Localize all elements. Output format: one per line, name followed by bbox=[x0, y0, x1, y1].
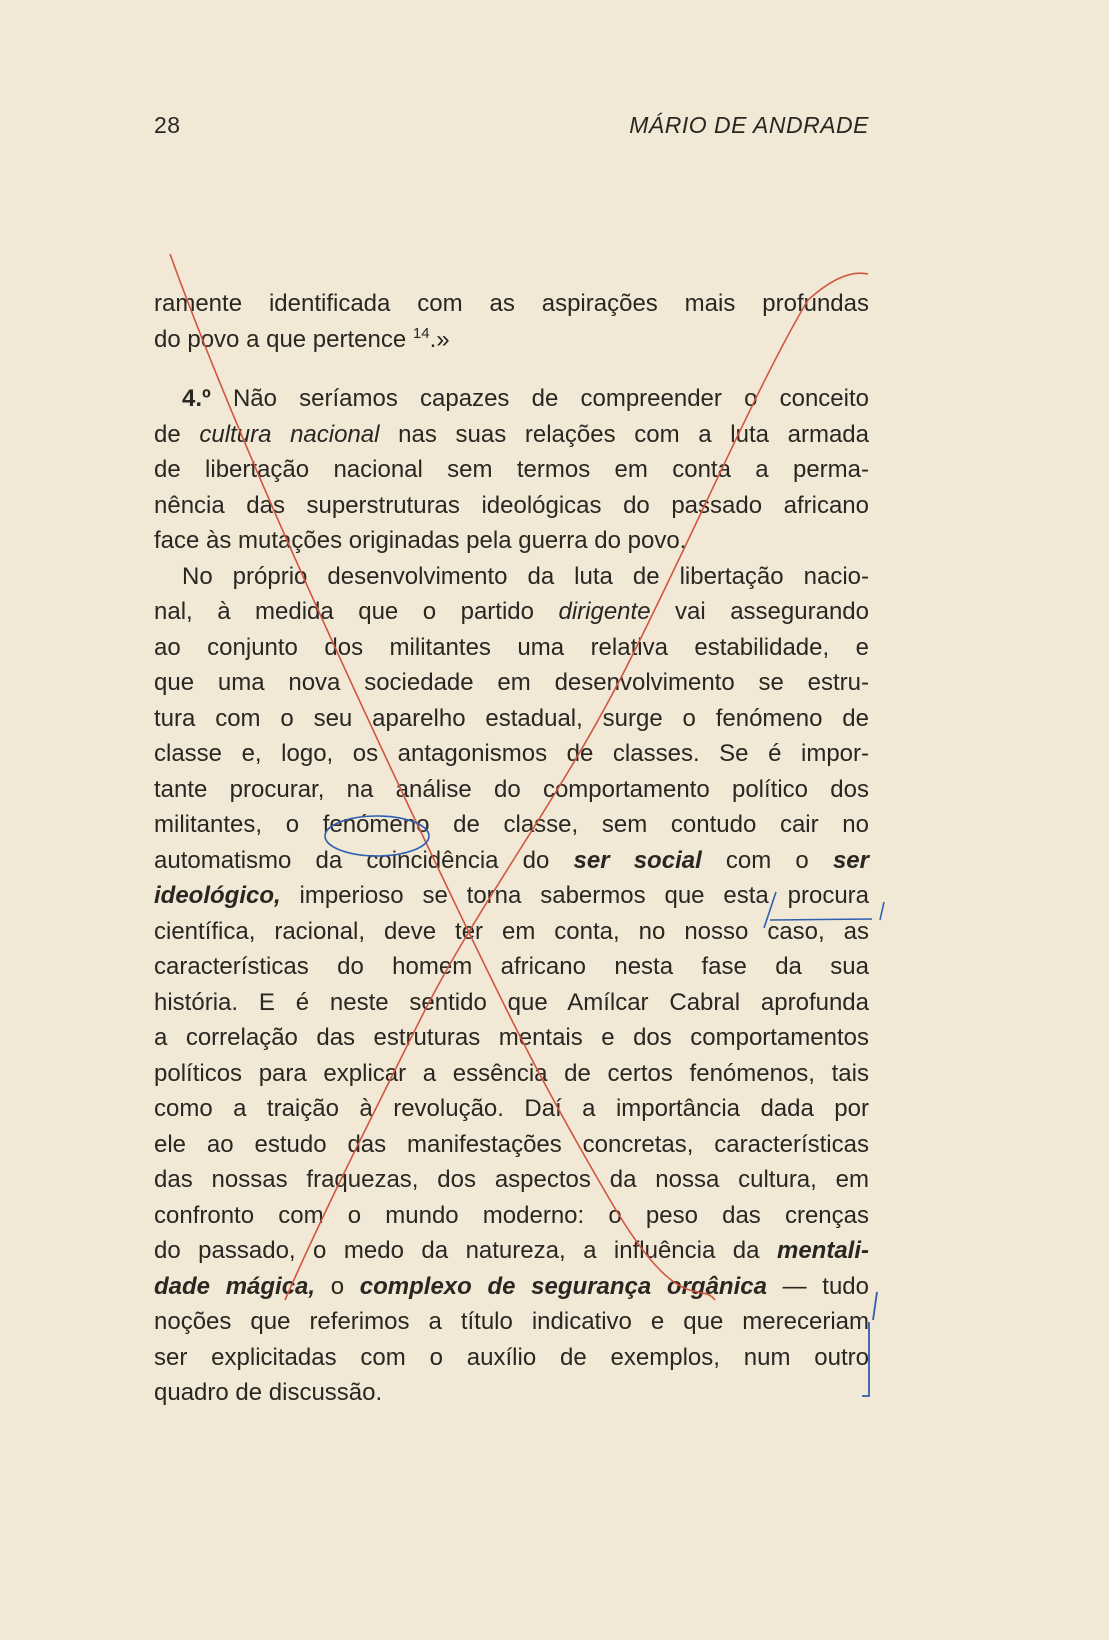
text-line: das nossas fraquezas, dos aspectos da nossa cultura, em bbox=[154, 1166, 869, 1193]
footnote-ref: 14 bbox=[412, 324, 430, 342]
text-line: tante procurar, na análise do comportamento político dos bbox=[154, 775, 869, 803]
text-line: políticos para explicar a essência de certos fenómenos, tais bbox=[154, 1059, 869, 1087]
text-line: características do homem africano nesta fase da sua bbox=[154, 953, 869, 980]
text-line: quadro de discussão. bbox=[154, 1379, 383, 1406]
text-line: de libertação nacional sem termos em conta a perma- bbox=[154, 456, 869, 483]
text-line: de cultura nacional nas suas relações com a luta armada bbox=[154, 420, 869, 448]
text-line: nência das superstruturas ideológicas do passado africano bbox=[154, 491, 869, 519]
page-number: 28 bbox=[154, 112, 181, 138]
text-line: confronto com o mundo moderno: o peso das crenças bbox=[154, 1201, 869, 1229]
page-header bbox=[154, 112, 869, 139]
text-line: No próprio desenvolvimento da luta de libertação nacio- bbox=[182, 562, 869, 590]
text-line: ele ao estudo das manifestações concretas, características bbox=[154, 1130, 869, 1158]
text-line: história. E é neste sentido que Amílcar Cabral aprofunda bbox=[154, 988, 869, 1016]
section-number: 4.º bbox=[182, 385, 211, 412]
text-line: tura com o seu aparelho estadual, surge o fenómeno de bbox=[154, 704, 869, 732]
text-line: ideológico, imperioso se torna sabermos que esta procura bbox=[154, 882, 869, 909]
text-line: do passado, o medo da natureza, a influência da mentali- bbox=[154, 1237, 869, 1264]
body-text bbox=[154, 286, 869, 1411]
blue-tick-annotation bbox=[880, 902, 884, 920]
text-line: automatismo da coincidência do ser social com o ser bbox=[154, 846, 869, 874]
text-line: como a traição à revolução. Daí a importância dada por bbox=[154, 1095, 869, 1122]
text-line: noções que referimos a título indicativo e que mereceriam bbox=[154, 1308, 869, 1335]
section-heading-line: 4.º Não seríamos capazes de compreender o conceito bbox=[182, 385, 869, 412]
text-line: que uma nova sociedade em desenvolvimento se estru- bbox=[154, 669, 869, 696]
text-line: do povo a que pertence $^{14}$.» bbox=[154, 324, 450, 353]
text-line: nal, à medida que o partido dirigente vai assegurando bbox=[154, 598, 869, 625]
text-line: ao conjunto dos militantes uma relativa estabilidade, e bbox=[154, 633, 869, 661]
text-line: dade mágica, o complexo de segurança orgânica — tudo bbox=[154, 1272, 869, 1300]
running-head-author: MÁRIO DE ANDRADE bbox=[629, 112, 869, 138]
text-line: a correlação das estruturas mentais e dos comportamentos bbox=[154, 1024, 869, 1051]
text-line: face às mutações originadas pela guerra do povo. bbox=[154, 527, 687, 554]
text-line: ramente identificada com as aspirações mais profundas bbox=[154, 290, 869, 317]
text-line: científica, racional, deve ter em conta, no nosso caso, as bbox=[154, 917, 869, 945]
text-line: militantes, o fenómeno de classe, sem contudo cair no bbox=[154, 811, 869, 838]
text-line: ser explicitadas com o auxílio de exemplos, num outro bbox=[154, 1343, 869, 1371]
text-line: classe e, logo, os antagonismos de classes. Se é impor- bbox=[154, 740, 869, 767]
